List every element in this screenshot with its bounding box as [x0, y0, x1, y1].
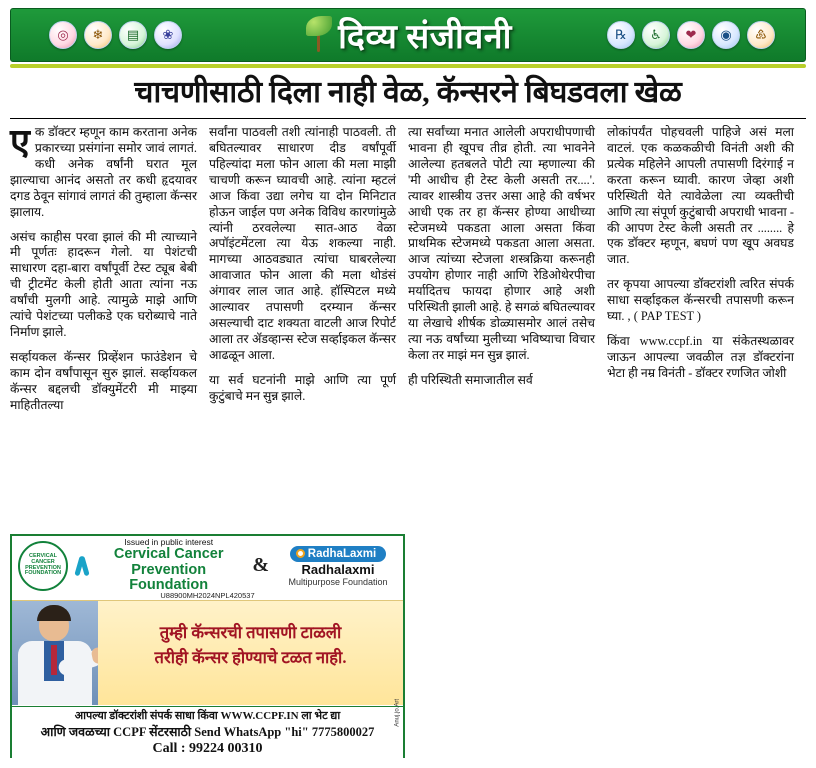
flower-dot-icon — [296, 549, 305, 558]
pill-icon: ◎ — [49, 21, 77, 49]
radhalaxmi-logo-icon — [290, 546, 386, 562]
whatsapp-contact[interactable]: Send WhatsApp "hi" 7775800027 — [194, 724, 375, 739]
article-column-1 — [10, 121, 197, 424]
registration-number: U88900MH2024NPL420537 — [160, 591, 255, 600]
capsule-icon: ▤ — [119, 21, 147, 49]
ccpf-logo-icon: CERVICAL CANCER PREVENTION FOUNDATION — [18, 541, 68, 591]
paragraph: ही परिस्थिती समाजातील सर्व — [408, 373, 533, 388]
ccpf-center-text: आणि जवळच्या CCPF सेंटरसाठी — [40, 724, 195, 739]
call-number[interactable]: Call : 99224 00310 — [152, 741, 263, 756]
ccpf-name-line2: Prevention Foundation — [129, 561, 209, 594]
photo-credit: Anuj.jo.Art — [395, 699, 401, 727]
paragraph: एक डॉक्टर म्हणून काम करताना अनेक प्रकारच्या प्रसंगांना समोर जावं लागतं. कधी अनेक वर्षांनी घरात मूल झाल्याचा आनंद असतो तर कधी हृदयावर दगड ठेवून सांगावं लागतं की तुम्हाला कॅन्सर झालाय. — [10, 121, 197, 219]
ad-slogan-line1: तुम्ही कॅन्सरची तपासणी टाळली — [159, 623, 342, 642]
leaf-icon: ❀ — [154, 21, 182, 49]
public-interest-label: Issued in public interest — [124, 536, 214, 547]
ad-slogan-line2: तरीही कॅन्सर होण्याचे टळत नाही. — [154, 647, 347, 667]
page-title: चाचणीसाठी दिला नाही वेळ, कॅन्सरने बिघडवला खेळ — [134, 76, 682, 109]
article-column-4 — [607, 125, 794, 424]
ad-footer-line1 — [16, 710, 399, 724]
website-link[interactable]: WWW.CCPF.IN — [220, 710, 299, 722]
article-columns — [10, 121, 806, 424]
paragraph: सर्वांना पाठवली तशी त्यांनाही पाठवली. ती बघितल्यावर साधारण दीड वर्षांपूर्वी पहिल्यांदा मला फोन आला की मला माझी चाचणी करून घ्यावची आहे. त्यांना म्हटलं आज किंवा उद्या लगेच या दोन मिनिटात होऊन जाईल पण अनेक विविध कारणांमुळे त्यांनी ठरवलेल्या सात-आठ वेळा अपॉइंटमेंटला त्या येऊ शकल्या नाही. मागच्या आठवड्यात त्यांचा घाबरलेल्या आवाजात फोन आला की मला थोडंसं अंगावर लाल जात आहे. हॉस्पिटल मध्ये आल्यावर तपासणी दरम्यान कॅन्सर असल्याची दाट शक्यता वाटली आज रिपोर्ट आला तर ॲडव्हान्स स्टेज सर्व्हाइकल कॅन्सर आढळून आला. — [209, 124, 396, 363]
headline-divider — [10, 118, 806, 119]
article-column-3 — [408, 125, 595, 424]
ad-footer — [12, 708, 403, 761]
paragraph: त्या सर्वांच्या मनात आलेली अपराधीपणाची भावना ही खूपच तीव्र होती. त्या भावनेने आलेल्या हतबलते पोटी त्या म्हणाल्या की 'मी आधीच ही टेस्ट केली असती तर....'. त्यावर शास्त्रीय उत्तर असा आहे की वर्षभर आधी एक तर हा कॅन्सर होण्या आधीच्या स्टेजमध्ये पकडता आला असता किंवा प्राथमिक स्टेजमध्ये पकडता आला असता. आज त्यांच्या स्टेजला शस्त्रक्रिया करूनही उपयोग होणार नाही आणि रेडिओथेरपीचा मर्यादितच फायदा होणार आहे अशी परिस्थिती झाली आहे. हे सगळं बघितल्यावर या लेखाचे शीर्षक डोळ्यासमोर आलं तसेच त्या नऊ वर्षांच्या मुलीच्या भविष्याचा विचार केला तर माझं मन सुन्न झालं. — [408, 124, 595, 363]
dna-icon: ♸ — [747, 21, 775, 49]
paragraph: किंवा www.ccpf.in या संकेतस्थळावर जाऊन आपल्या जवळील तज्ञ डॉक्टरांना भेटा ही नम्र विनंती - डॉक्टर रणजित जोशी — [607, 334, 794, 381]
ccpf-titles — [95, 537, 242, 595]
masthead-divider — [10, 64, 806, 68]
masthead-right-icons — [607, 21, 775, 49]
paragraph: सर्व्हायकल कॅन्सर प्रिव्हेंशन फाउंडेशन चे काम दोन वर्षांपासून सुरु झालं. सर्व्हायकल कॅन्सर बद्दलची डॉक्युमेंटरी मी माझ्या माहितीतल्या — [10, 350, 197, 413]
ampersand: & — [252, 554, 269, 576]
ad-divider — [12, 706, 403, 707]
ccpf-name-line1: Cervical Cancer — [113, 545, 224, 562]
tie-shape — [51, 645, 57, 675]
radhalaxmi-name: Radhalaxmi — [301, 561, 375, 577]
doctor-photo — [12, 601, 98, 705]
paragraph: असंच काहीस परवा झालं की मी त्याच्याने मी पूर्णतः हादरून गेलो. या पेशंटची साधारण दहा-बारा वर्षांपूर्वी टेस्ट ट्यूब बेबी ची ट्रीटमेंट केली होती आता त्यांना नऊ वर्षांची मुलगी आहे. त्यामुळे माझे आणि त्यांचे पेशंटच्या पलीकडे एक घरोब्याचे नाते निर्माण झाले. — [10, 229, 197, 340]
heart-icon: ❤ — [677, 21, 705, 49]
radhalaxmi-block — [279, 544, 397, 587]
masthead-title-wrap — [304, 12, 512, 58]
masthead-left-icons — [49, 21, 182, 49]
advertisement — [10, 534, 405, 758]
tree-logo-icon — [304, 16, 334, 54]
masthead — [10, 8, 806, 62]
paragraph: तर कृपया आपल्या डॉक्टरांशी त्वरित संपर्क साधा सर्व्हाइकल कॅन्सरची तपासणी करून घ्या. , ( PAP TEST ) — [607, 277, 794, 324]
ad-footer-line2 — [16, 724, 399, 740]
visit-text: ला भेट द्या — [298, 710, 341, 722]
paragraph: लोकांपर्यंत पोहचवली पाहिजे असं मला वाटलं. एक कळकळीची विनंती अशी की प्रत्येक महिलेने आपली तपासणी दिरंगाई न करता करून घ्यावी. कारण जेव्हा अशी परिस्थिती येते त्यावेळेला त्या व्यक्तीची आणि त्या संपूर्ण कुटुंबाची अपराधी भावना - की आपण टेस्ट केली असती तर ........ हे एक डॉक्टर म्हणून, बघणं पण खूप अवघड जात. — [607, 124, 794, 267]
eye-icon: ◉ — [712, 21, 740, 49]
hair-shape — [37, 605, 71, 621]
rx-icon: ℞ — [607, 21, 635, 49]
awareness-ribbon-icon — [75, 556, 89, 576]
stethoscope-icon: ♿ — [642, 21, 670, 49]
article-column-2 — [209, 125, 396, 424]
contact-doctor-text: आपल्या डॉक्टरांशी संपर्क साधा किंवा — [74, 710, 221, 722]
radhalaxmi-subtitle: Multipurpose Foundation — [288, 577, 388, 588]
masthead-title: दिव्य संजीवनी — [338, 19, 512, 56]
ad-slogan — [104, 621, 397, 671]
paragraph: या सर्व घटनांनी माझे आणि त्या पूर्ण कुटुंबाचे मन सुन्न झाले. — [209, 373, 396, 404]
ad-header — [12, 536, 403, 592]
drop-cap: ए — [10, 121, 30, 162]
flower-icon: ❄ — [84, 21, 112, 49]
radhalaxmi-badge-label: RadhaLaxmi — [307, 547, 377, 560]
